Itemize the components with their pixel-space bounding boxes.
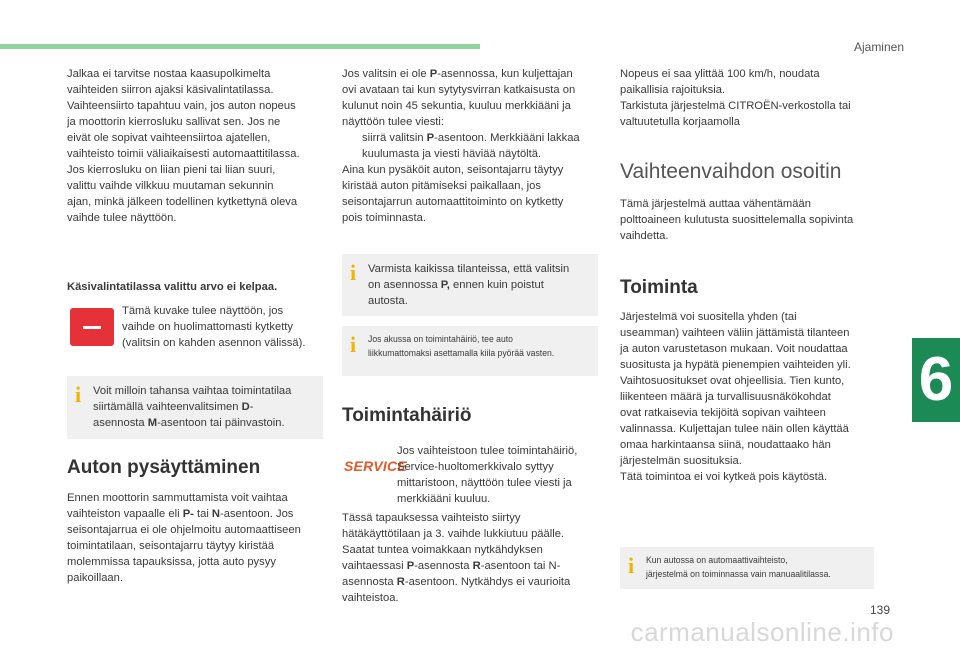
col3-speed-text [620,66,882,130]
text-line: pois toiminnasta. [342,212,426,224]
bullet-item [342,130,604,162]
col1-intro [67,66,329,226]
text-line: Ennen moottorin sammuttamista voit vaihtaa [67,492,288,504]
chapter-tab: 6 [912,338,960,422]
text-line: asennosta R-asentoon. Nytkähdys ei vaurioita [342,576,571,588]
heading-stopping: Auton pysäyttäminen [67,457,261,478]
heading-operation: Toiminta [620,277,698,298]
text-line: Tätä toimintoa ei voi kytkeä pois käytöstä. [620,471,828,483]
info-icon: i [350,260,357,285]
note-line: asennosta M-asentoon tai päinvastoin. [93,417,285,429]
note-line: autosta. [368,295,408,307]
text-line: paikallisia rajoituksia. [620,84,726,96]
text-line: Saatat tuntea voimakkaan nytkähdyksen [342,544,543,556]
invalid-selection-text [122,303,327,351]
gear-shift-indicator-text [620,196,882,244]
text-line: valtuutetulla korjaamolla [620,116,741,128]
malfunction-details [342,510,604,606]
header-accent-bar [0,44,480,49]
text-line: Jalkaa ei tarvitse nostaa kaasupolkimelta [67,68,271,80]
text-line: vaihde on huolimattomasti kytketty [122,321,294,333]
text-line: Jos valitsin ei ole P-asennossa, kun kuljettajan [342,68,573,80]
invalid-selection-heading: Käsivalintatilassa valittu arvo ei kelpaa. [67,281,278,293]
text-line: suositusta ja hypätä pienempien vaihteiden yli. [620,359,851,371]
text-line: Tässä tapauksessa vaihteisto siirtyy [342,512,521,524]
text-line: ovat ratkaisevia tekijöitä sopivan vaihteen [620,407,826,419]
text-line: kulunut noin 45 sekuntia, kuuluu merkkiääni ja [342,100,571,112]
text-line: vaihde tulee näyttöön. [67,212,177,224]
note-line: on asennossa P, ennen kuin poistut [368,279,544,291]
stopping-text [67,490,329,586]
info-icon: i [350,332,357,357]
text-line: Tämä kuvake tulee näyttöön, jos [122,305,284,317]
col2-park-text [342,66,604,226]
info-icon: i [628,553,635,578]
text-line: siirrä valitsin P-asentoon. Merkkiääni lakkaa [362,132,580,144]
note-line: Kun autossa on automaattivaihteisto, [646,555,788,566]
text-line: (valitsin on kahden asennon välissä). [122,337,306,349]
bullet-mark [342,130,362,162]
text-line: valinnassa. Kuljettajan tulee näin ollen käyttää [620,423,849,435]
text-line: Vaihtosuositukset ovat ohjeellisia. Tien kunto, [620,375,845,387]
text-line: vaihteistoa. [342,592,399,604]
text-line: omaa harkintaansa siinä, noudattaako hän [620,439,831,451]
text-line: ajan, minkä jälkeen todellinen kytkettynä oleva [67,196,298,208]
text-line: merkkiääni kuuluu. [397,493,491,505]
info-note-mode-switch [67,376,323,439]
note-line: liikkumattomaksi asettamalla kiila pyörää vasten. [368,348,555,359]
text-line: Tarkistuta järjestelmä CITROËN-verkostolla tai [620,100,851,112]
info-note-park-position [342,254,598,316]
note-line: Jos akussa on toimintahäiriö, tee auto [368,334,513,345]
text-line: liikenteen määrä ja turvallisuusnäkökohdat [620,391,831,403]
heading-gear-shift-indicator: Vaihteenvaihdon osoitin [620,160,842,183]
note-line: järjestelmä on toiminnassa vain manuaalitilassa. [646,569,831,580]
text-line: vaihdetta. [620,230,669,242]
text-line: näyttöön tulee viesti: [342,116,444,128]
watermark: carmanualsonline.info [630,617,894,647]
text-line: vaihteisto toimii väliaikaisesti automaattitilassa. [67,148,300,160]
text-line: paikoillaan. [67,572,123,584]
text-line: ja auton varustetason mukaan. Voit noudattaa [620,343,848,355]
text-line: hätäkäyttötilaan ja 3. vaihde lukkiutuu päälle. [342,528,565,540]
text-line: polttoaineen kulutusta suosittelemalla sopivinta [620,214,854,226]
text-line: vaihtaessasi P-asennosta R-asentoon tai N- [342,560,561,572]
text-line: molemmissa tapauksissa, jotta auto pysyy [67,556,276,568]
text-line: toimintatilaan, seisontajarru täytyy kiristää [67,540,275,552]
text-line: vaihteiden siirron ajaksi käsivalintatilassa. [67,84,274,96]
text-line: kuulumasta ja viesti häviää näytöltä. [362,148,542,160]
text-line: Tämä järjestelmä auttaa vähentämään [620,198,811,210]
note-line: Voit milloin tahansa vaihtaa toimintatilaa [93,385,292,397]
text-line: mittaristoon, näyttöön tulee viesti ja [397,477,572,489]
text-line: Jos vaihteistoon tulee toimintahäiriö, [397,445,578,457]
note-line: siirtämällä vaihteenvalitsimen D- [93,401,254,413]
text-line: useamman) vaihteen väliin jättämistä tilanteen [620,327,850,339]
page-number: 139 [869,603,890,617]
text-line: Service-huoltomerkkivalo syttyy [397,461,554,473]
text-line: Jos kierrosluku on liian pieni tai liian suuri, [67,164,276,176]
heading-malfunction: Toimintahäiriö [342,405,472,426]
text-line: ovi avataan tai kun sytytysvirran katkaisusta on [342,84,576,96]
service-warning-icon: SERVICE [344,458,407,474]
text-line: vaihteiston vapaalle eli P- tai N-asentoon. Jos [67,508,294,520]
info-note-battery [342,326,598,376]
text-line: Nopeus ei saa ylittää 100 km/h, noudata [620,68,820,80]
text-line: valittu vaihde vilkkuu muutaman sekunnin [67,180,274,192]
malfunction-text [397,443,602,507]
text-line: seisontajarrun automaattitoiminto on kytketty [342,196,564,208]
text-line: ja moottorin kierrosluku sallivat sen. Jos ne [67,116,281,128]
section-title: Ajaminen [853,40,904,54]
note-line: Varmista kaikissa tilanteissa, että valitsin [368,263,570,275]
text-line: eivät ole sopivat vaihteensiirtoa ajatellen, [67,132,271,144]
text-line: järjestelmän suosituksia. [620,455,742,467]
info-note-automatic [620,547,874,589]
gear-fault-warning-icon [70,308,114,346]
operation-text [620,309,882,485]
text-line: Aina kun pysäköit auton, seisontajarru täytyy [342,164,564,176]
text-line: seisontajarrua ei ole ohjelmoitu automaattiseen [67,524,301,536]
text-line: Vaihteensiirto tapahtuu vain, jos auton nopeus [67,100,296,112]
info-icon: i [75,382,82,407]
text-line: kiristää auton pitämiseksi paikallaan, jos [342,180,541,192]
text-line: Järjestelmä voi suositella yhden (tai [620,311,797,323]
